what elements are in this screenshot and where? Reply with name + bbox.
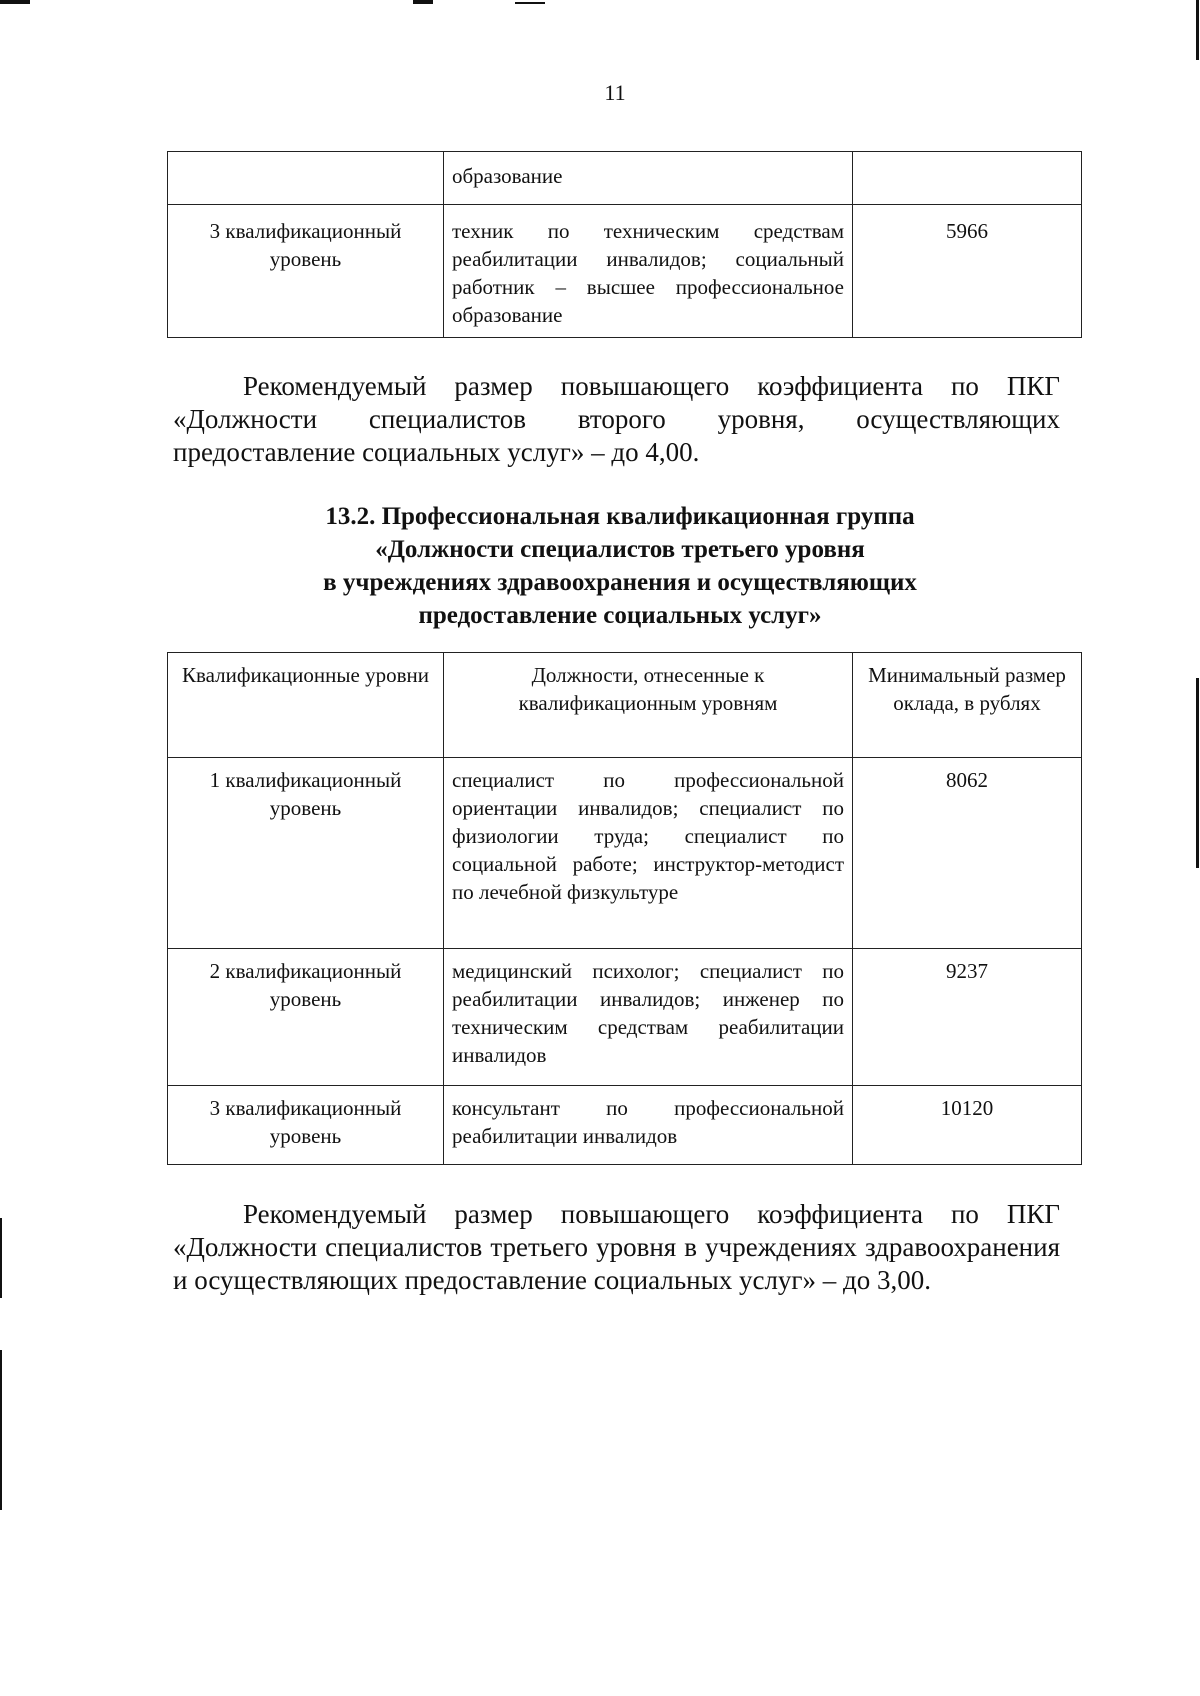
scan-artifact bbox=[1196, 678, 1199, 868]
positions-cell: консультант по профессиональной реабилитации инвалидов bbox=[444, 1086, 853, 1165]
table-row bbox=[168, 152, 1082, 205]
scan-artifact bbox=[0, 1218, 2, 1298]
positions-cell: техник по техническим средствам реабилитации инвалидов; социальный работник – высшее профессиональное образование bbox=[444, 205, 853, 338]
positions-cell: образование bbox=[444, 152, 853, 205]
salary-cell bbox=[853, 152, 1082, 205]
heading-line: «Должности специалистов третьего уровня bbox=[375, 536, 865, 563]
column-header-positions: Должности, отнесенные к квалификационным уровням bbox=[444, 653, 853, 758]
scan-artifact bbox=[0, 0, 30, 4]
scan-artifact bbox=[1196, 0, 1199, 60]
heading-line: 13.2. Профессиональная квалификационная группа bbox=[325, 503, 915, 530]
salary-cell: 5966 bbox=[853, 205, 1082, 338]
table-row bbox=[168, 1086, 1082, 1165]
salary-cell: 9237 bbox=[853, 949, 1082, 1086]
scan-artifact bbox=[0, 1350, 2, 1510]
heading-line: в учреждениях здравоохранения и осуществляющих bbox=[323, 569, 917, 596]
scan-artifact bbox=[515, 2, 545, 4]
positions-cell: специалист по профессиональной ориентации инвалидов; специалист по физиологии труда; специалист по социальной работе; инструктор-методист по лечебной физкультуре bbox=[444, 758, 853, 949]
table-third-level-positions bbox=[167, 652, 1082, 1165]
coefficient-note-second-level: Рекомендуемый размер повышающего коэффициента по ПКГ «Должности специалистов второго уровня, осуществляющих предоставление социальных услуг» – до 4,00. bbox=[173, 371, 1060, 467]
heading-line: предоставление социальных услуг» bbox=[418, 602, 822, 629]
page-number: 11 bbox=[604, 80, 626, 105]
coefficient-note-third-level: Рекомендуемый размер повышающего коэффициента по ПКГ «Должности специалистов третьего уровня в учреждениях здравоохранения и осуществляющих предоставление социальных услуг» – до 3,00. bbox=[173, 1199, 1060, 1295]
qualification-level-cell: 1 квалификационный уровень bbox=[168, 758, 444, 949]
salary-cell: 8062 bbox=[853, 758, 1082, 949]
qualification-level-cell: 3 квалификационный уровень bbox=[168, 205, 444, 338]
salary-cell: 10120 bbox=[853, 1086, 1082, 1165]
positions-cell: медицинский психолог; специалист по реабилитации инвалидов; инженер по техническим средствам реабилитации инвалидов bbox=[444, 949, 853, 1086]
table-second-level-continuation bbox=[167, 151, 1082, 338]
scan-artifact bbox=[413, 0, 433, 4]
table-header-row bbox=[168, 653, 1082, 758]
qualification-level-cell: 3 квалификационный уровень bbox=[168, 1086, 444, 1165]
table-row bbox=[168, 205, 1082, 338]
section-heading bbox=[180, 500, 1060, 632]
column-header-salary: Минимальный размер оклада, в рублях bbox=[853, 653, 1082, 758]
table-row bbox=[168, 949, 1082, 1086]
column-header-levels: Квалификационные уровни bbox=[168, 653, 444, 758]
table-row bbox=[168, 758, 1082, 949]
qualification-level-cell bbox=[168, 152, 444, 205]
qualification-level-cell: 2 квалификационный уровень bbox=[168, 949, 444, 1086]
